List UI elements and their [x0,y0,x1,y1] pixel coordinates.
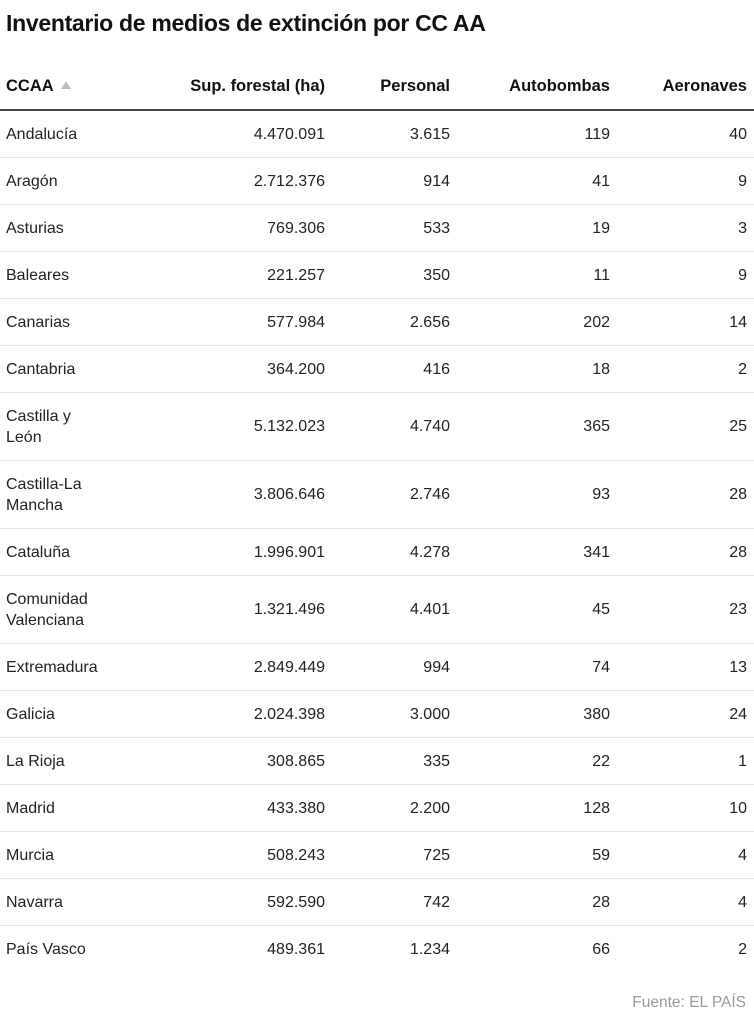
cell-personal: 742 [332,879,457,926]
table-row [0,393,754,461]
cell-aeronaves: 10 [617,785,754,832]
cell-superficie: 508.243 [112,832,332,879]
table-row [0,110,754,158]
cell-personal: 2.746 [332,461,457,529]
table-row [0,832,754,879]
cell-superficie: 2.024.398 [112,691,332,738]
cell-ccaa: Murcia [0,832,112,879]
cell-aeronaves: 25 [617,393,754,461]
cell-superficie: 364.200 [112,346,332,393]
cell-personal: 350 [332,252,457,299]
cell-autobombas: 59 [457,832,617,879]
cell-superficie: 3.806.646 [112,461,332,529]
cell-ccaa: País Vasco [6,940,86,958]
cell-superficie: 221.257 [112,252,332,299]
cell-aeronaves: 28 [617,461,754,529]
cell-superficie: 1.321.496 [112,576,332,644]
cell-autobombas: 41 [457,158,617,205]
cell-superficie: 489.361 [267,940,325,958]
table-row [0,158,754,205]
cell-personal: 914 [332,158,457,205]
chart-title: Inventario de medios de extinción por CC AA [6,10,486,36]
column-header-personal[interactable]: Personal [332,64,457,110]
cell-aeronaves: 4 [617,832,754,879]
column-header-aeronaves[interactable]: Aeronaves [617,64,754,110]
table-row [0,346,754,393]
cell-autobombas: 18 [457,346,617,393]
sort-ascending-icon[interactable] [61,81,71,89]
cell-ccaa: Extremadura [0,644,112,691]
table-row [0,926,754,973]
column-header-label: CCAA [6,77,54,95]
cell-superficie: 769.306 [112,205,332,252]
cell-autobombas: 74 [457,644,617,691]
cell-ccaa: Cataluña [0,529,112,576]
cell-autobombas: 93 [457,461,617,529]
source-note: Fuente: EL PAÍS [632,994,746,1011]
cell-ccaa: Andalucía [0,110,112,158]
cell-superficie: 5.132.023 [112,393,332,461]
cell-ccaa: Baleares [0,252,112,299]
cell-ccaa: Cantabria [0,346,112,393]
cell-ccaa: Castilla-La Mancha [0,461,112,529]
cell-aeronaves: 23 [617,576,754,644]
cell-personal: 2.200 [332,785,457,832]
table-row [0,879,754,926]
table-row [0,691,754,738]
cell-autobombas: 22 [457,738,617,785]
column-header-autobombas[interactable]: Autobombas [457,64,617,110]
cell-aeronaves: 9 [617,158,754,205]
cell-personal: 533 [332,205,457,252]
cell-personal: 335 [332,738,457,785]
cell-personal: 725 [332,832,457,879]
cell-personal: 4.740 [332,393,457,461]
cell-autobombas: 45 [457,576,617,644]
cell-ccaa: Castilla y León [0,393,112,461]
cell-aeronaves: 1 [617,738,754,785]
cell-aeronaves: 2 [738,940,747,958]
cell-autobombas: 202 [457,299,617,346]
cell-autobombas: 128 [457,785,617,832]
cell-autobombas: 365 [457,393,617,461]
cell-ccaa: Comunidad Valenciana [0,576,112,644]
cell-personal: 4.401 [332,576,457,644]
cell-personal: 2.656 [332,299,457,346]
cell-personal: 3.000 [332,691,457,738]
column-header-superficie[interactable]: Sup. forestal (ha) [112,64,332,110]
cell-superficie: 1.996.901 [112,529,332,576]
cell-personal: 1.234 [409,940,450,958]
cell-personal: 4.278 [332,529,457,576]
cell-superficie: 2.712.376 [112,158,332,205]
cell-superficie: 433.380 [112,785,332,832]
table-body [0,110,754,972]
cell-autobombas: 380 [457,691,617,738]
cell-ccaa: La Rioja [0,738,112,785]
cell-superficie: 592.590 [112,879,332,926]
cell-ccaa: Asturias [0,205,112,252]
table-header-row [0,64,754,110]
cell-aeronaves: 40 [617,110,754,158]
cell-autobombas: 66 [592,940,610,958]
cell-personal: 416 [332,346,457,393]
cell-ccaa: Aragón [0,158,112,205]
cell-superficie: 577.984 [112,299,332,346]
cell-autobombas: 28 [457,879,617,926]
cell-superficie: 2.849.449 [112,644,332,691]
table-row [0,299,754,346]
table-row [0,576,754,644]
cell-ccaa: Navarra [0,879,112,926]
data-table [0,64,754,972]
cell-aeronaves: 13 [617,644,754,691]
table-row [0,461,754,529]
cell-aeronaves: 3 [617,205,754,252]
table-row [0,529,754,576]
cell-autobombas: 11 [457,252,617,299]
cell-ccaa: Madrid [0,785,112,832]
cell-personal: 3.615 [332,110,457,158]
table-row [0,785,754,832]
cell-aeronaves: 24 [617,691,754,738]
table-row [0,205,754,252]
cell-ccaa: Galicia [0,691,112,738]
table-row [0,644,754,691]
cell-aeronaves: 28 [617,529,754,576]
cell-autobombas: 119 [457,110,617,158]
cell-aeronaves: 14 [617,299,754,346]
table-row [0,738,754,785]
cell-personal: 994 [332,644,457,691]
table-row [0,252,754,299]
cell-ccaa: Canarias [0,299,112,346]
cell-superficie: 4.470.091 [112,110,332,158]
cell-aeronaves: 4 [617,879,754,926]
cell-aeronaves: 9 [617,252,754,299]
cell-superficie: 308.865 [112,738,332,785]
cell-autobombas: 19 [457,205,617,252]
cell-autobombas: 341 [457,529,617,576]
column-header-ccaa[interactable] [0,64,112,110]
cell-aeronaves: 2 [617,346,754,393]
